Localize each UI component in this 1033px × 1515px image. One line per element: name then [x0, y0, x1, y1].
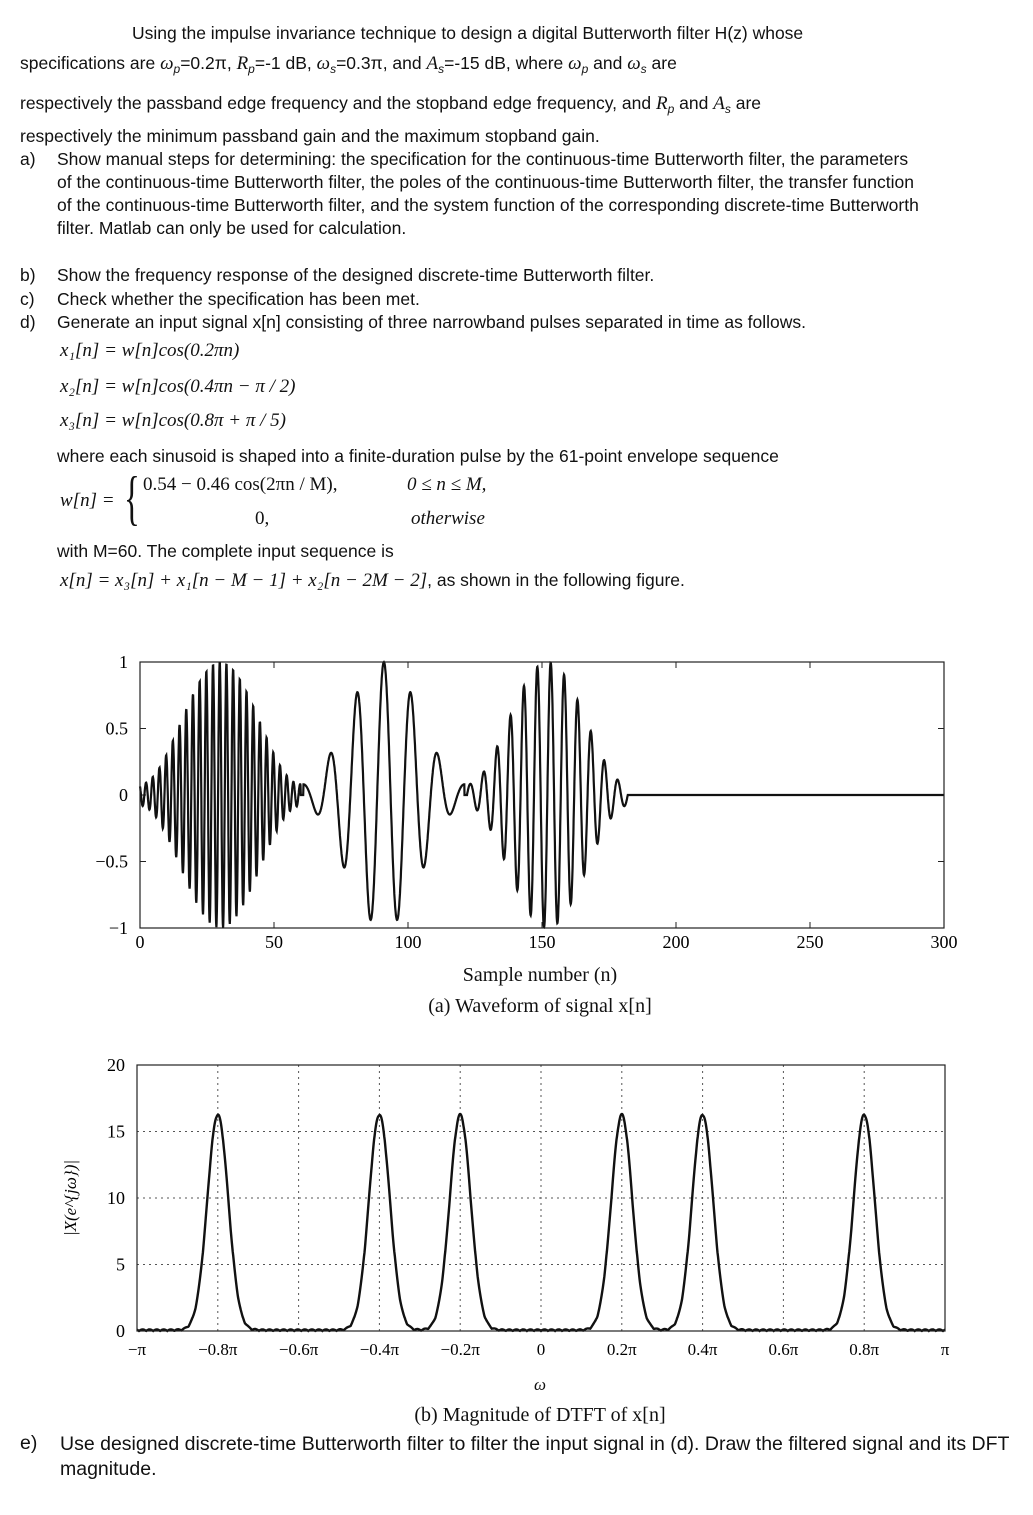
window-condition-1: 0 ≤ n ≤ M,	[407, 474, 487, 495]
window-lhs: w[n] =	[60, 490, 115, 511]
input-sequence-line: x[n] = x₃[n] + x₁[n − M − 1] + x₂[n − 2M − 2], as shown in the following figure.	[60, 570, 685, 591]
dtft-xlabel: ω	[533, 1375, 546, 1394]
waveform-ytick-label: 1	[119, 652, 128, 672]
waveform-xtick-label: 50	[265, 932, 283, 952]
waveform-xtick-label: 0	[135, 932, 145, 952]
waveform-xtick-label: 250	[796, 932, 824, 952]
waveform-xtick-label: 150	[528, 932, 556, 952]
part-c-text: Check whether the specification has been met.	[57, 289, 420, 309]
dtft-xtick-label: −0.6π	[278, 1340, 319, 1359]
part-e-text: Use designed discrete-time Butterworth filter to filter the input signal in (d). Draw the filtered signal and its DFT magnitude.	[60, 1433, 1010, 1480]
dtft-ytick-label: 10	[107, 1188, 125, 1208]
dtft-xtick-label: −π	[127, 1340, 147, 1359]
intro-line-3: respectively the passband edge frequency and the stopband edge frequency, and $R_p$ and $A_s$ are	[20, 93, 762, 116]
part-b-text: Show the frequency response of the designed discrete-time Butterworth filter.	[57, 265, 655, 285]
dtft-xtick-label: 0	[536, 1340, 546, 1359]
waveform-ytick-label: 0.5	[105, 718, 128, 739]
dtft-chart	[0, 1050, 1033, 1390]
dtft-ytick-label: 0	[116, 1321, 125, 1341]
waveform-xtick-label: 300	[930, 932, 958, 952]
part-d-text: Generate an input signal x[n] consisting of three narrowband pulses separated in time as follows.	[57, 312, 807, 332]
dtft-xtick-label: −0.4π	[359, 1340, 400, 1359]
dtft-xtick-label: 0.4π	[687, 1340, 718, 1359]
part-a-label: a)	[20, 149, 36, 169]
dtft-ytick-label: 15	[107, 1121, 125, 1142]
waveform-title: (a) Waveform of signal x[n]	[428, 995, 652, 1017]
window-case-2: 0,	[255, 508, 270, 529]
part-d-label: d)	[20, 312, 36, 332]
waveform-xtick-label: 100	[394, 932, 422, 952]
waveform-ytick-label: 0	[119, 785, 128, 805]
part-b-label: b)	[20, 265, 36, 285]
waveform-series-line	[140, 662, 944, 928]
part-e-label: e)	[20, 1432, 38, 1454]
dtft-ytick-label: 20	[107, 1055, 125, 1075]
input-sequence-equation: x[n] = x₃[n] + x₁[n − M − 1] + x₂[n − 2M − 2]	[60, 570, 428, 591]
dtft-xtick-label: −0.8π	[198, 1340, 238, 1359]
window-brace: {	[124, 465, 140, 531]
window-case-1: 0.54 − 0.46 cos(2πn / M),	[143, 474, 338, 495]
dtft-xtick-label: 0.2π	[606, 1340, 637, 1359]
waveform-xlabel: Sample number (n)	[462, 964, 618, 986]
envelope-description: where each sinusoid is shaped into a finite-duration pulse by the 61-point envelope sequence	[57, 446, 779, 466]
dtft-xtick-label: π	[940, 1340, 950, 1359]
waveform-ytick-label: −0.5	[95, 851, 128, 872]
dtft-ylabel: |X(e^{jω})|	[61, 1159, 80, 1237]
dtft-xtick-label: 0.8π	[849, 1340, 880, 1359]
dtft-xtick-label: −0.2π	[440, 1340, 480, 1359]
equation-x2: x₂[n] = w[n]cos(0.4πn − π / 2)	[60, 376, 296, 397]
part-a-text: Show manual steps for determining: the specification for the continuous-time Butterworth filter, the parameters of the continuous-time Butterworth filter, the poles of the continuous-time Butterworth filter, the transfer function of the continuous-time Butterworth filter, and the system function of the corresponding discrete-time Butterworth filter. Matlab can only be used for calculation.	[57, 149, 919, 238]
part-c-label: c)	[20, 289, 35, 309]
equation-x3: x₃[n] = w[n]cos(0.8π + π / 5)	[60, 410, 286, 431]
intro-line-1: Using the impulse invariance technique to design a digital Butterworth filter H(z) whose	[132, 23, 804, 43]
intro-line-2: specifications are $\omega_p=0.2\pi$, $R_p=-1$ dB, $\omega_s=0.3\pi$, and $A_s=-15$ dB, where $\omega_p$ and $\omega_s$ are	[20, 53, 677, 76]
equation-x1: x₁[n] = w[n]cos(0.2πn)	[60, 340, 240, 361]
with-m-text: with M=60. The complete input sequence is	[57, 541, 394, 561]
waveform-ytick-label: −1	[108, 918, 128, 938]
dtft-xtick-label: 0.6π	[768, 1340, 799, 1359]
intro-line-4: respectively the minimum passband gain and the maximum stopband gain.	[20, 126, 600, 146]
dtft-ytick-label: 5	[116, 1254, 125, 1275]
waveform-xtick-label: 200	[662, 932, 690, 952]
dtft-title: (b) Magnitude of DTFT of x[n]	[414, 1404, 666, 1426]
window-condition-2: otherwise	[411, 508, 485, 529]
